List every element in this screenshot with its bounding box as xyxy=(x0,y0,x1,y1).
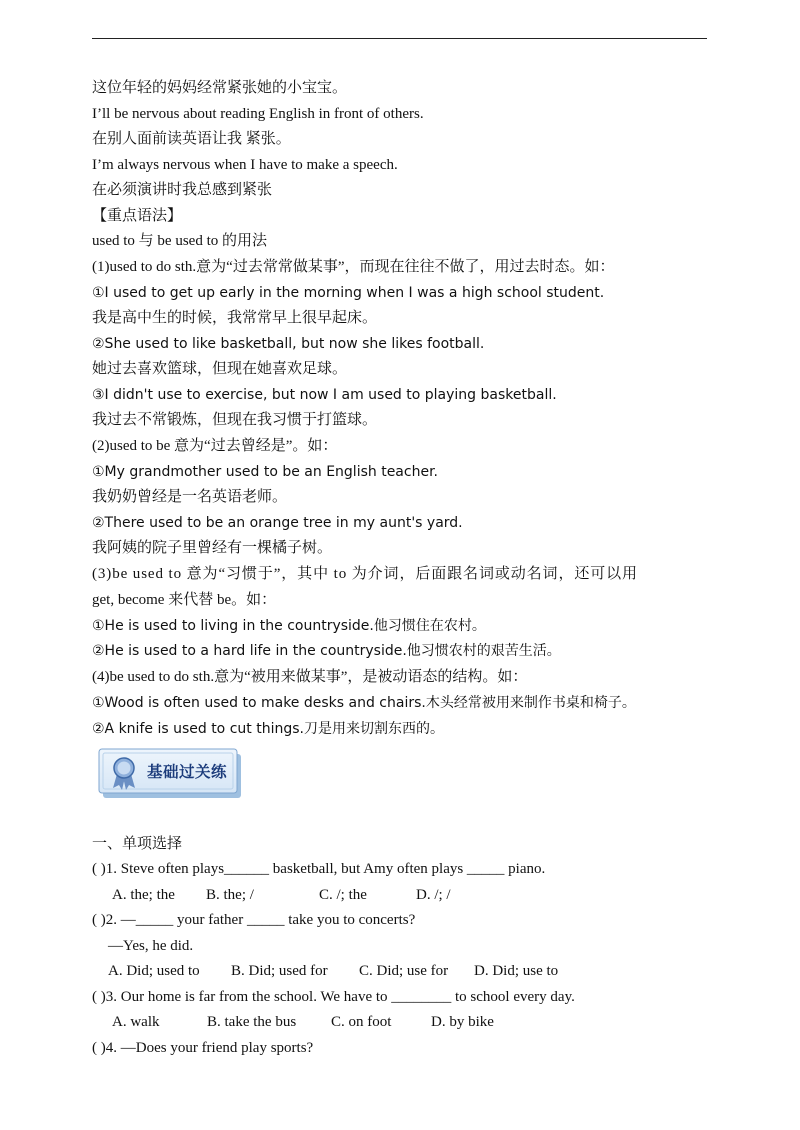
question-1-stem: ( )1. Steve often plays______ basketball, but Amy often plays _____ piano. xyxy=(92,861,546,877)
text-line: I’ll be nervous about reading English in front of others. xyxy=(92,106,424,122)
example-translation: 我奶奶曾经是一名英语老师。 xyxy=(92,489,288,505)
text-line: (2)used to be 意为“过去曾经是”。如： xyxy=(92,438,338,454)
option-d[interactable]: D. by bike xyxy=(431,1014,494,1030)
header-rule xyxy=(92,38,707,39)
option-b[interactable]: B. take the bus xyxy=(207,1014,297,1030)
text-line: (1)used to do sth.意为“过去常常做某事”，而现在往往不做了，用过去时态。如： xyxy=(92,259,615,275)
example-translation: 我是高中生的时候，我常常早上很早起床。 xyxy=(92,310,378,326)
option-d[interactable]: D. /; / xyxy=(416,887,451,903)
example-sentence: ①My grandmother used to be an English teacher. xyxy=(92,464,438,480)
text-line: 在必须演讲时我总感到紧张 xyxy=(92,182,273,198)
section-badge xyxy=(97,746,245,800)
option-c[interactable]: C. /; the xyxy=(319,887,367,903)
option-d[interactable]: D. Did; use to xyxy=(474,963,559,979)
text-line: 在别人面前读英语让我 紧张。 xyxy=(92,131,291,147)
example-sentence: ②She used to like basketball, but now she likes football. xyxy=(92,336,485,352)
option-c[interactable]: C. Did; use for xyxy=(359,963,449,979)
text-line: I’m always nervous when I have to make a speech. xyxy=(92,157,398,173)
badge-label: 基础过关练 xyxy=(147,763,228,781)
question-2-options xyxy=(108,961,558,981)
example-sentence: ①Wood is often used to make desks and chairs.木头经常被用来制作书桌和椅子。 xyxy=(92,695,636,711)
question-4-stem: ( )4. —Does your friend play sports? xyxy=(92,1040,314,1056)
option-a[interactable]: A. the; the xyxy=(112,887,175,903)
option-c[interactable]: C. on foot xyxy=(331,1014,392,1030)
exercise-section-title: 一、单项选择 xyxy=(92,836,183,852)
example-sentence: ①I used to get up early in the morning when I was a high school student. xyxy=(92,285,605,301)
example-sentence: ②He is used to a hard life in the countryside.他习惯农村的艰苦生活。 xyxy=(92,643,561,659)
example-sentence: ②There used to be an orange tree in my aunt's yard. xyxy=(92,515,463,531)
option-b[interactable]: B. the; / xyxy=(206,887,254,903)
option-a[interactable]: A. walk xyxy=(112,1014,160,1030)
example-translation: 她过去喜欢篮球，但现在她喜欢足球。 xyxy=(92,361,348,377)
question-2-stem: ( )2. —_____ your father _____ take you to concerts? xyxy=(92,912,416,928)
question-3-stem: ( )3. Our home is far from the school. We have to ________ to school every day. xyxy=(92,989,575,1005)
example-sentence: ②A knife is used to cut things.刀是用来切割东西的。 xyxy=(92,721,444,737)
example-translation: 我阿姨的院子里曾经有一棵橘子树。 xyxy=(92,540,333,556)
grammar-title: used to 与 be used to 的用法 xyxy=(92,233,267,249)
example-sentence: ③I didn't use to exercise, but now I am used to playing basketball. xyxy=(92,387,557,403)
text-line: (3)be used to 意为“习惯于”，其中 to 为介词，后面跟名词或动名词，还可以用 xyxy=(92,566,638,582)
section-heading: 【重点语法】 xyxy=(92,208,183,224)
question-3-options xyxy=(112,1012,494,1032)
question-2-reply: —Yes, he did. xyxy=(108,938,194,954)
example-translation: 我过去不常锻炼，但现在我习惯于打篮球。 xyxy=(92,412,378,428)
option-b[interactable]: B. Did; used for xyxy=(231,963,328,979)
question-1-options xyxy=(112,885,451,905)
option-a[interactable]: A. Did; used to xyxy=(108,963,200,979)
text-line: get, become 来代替 be。如： xyxy=(92,592,277,608)
text-line: 这位年轻的妈妈经常紧张她的小宝宝。 xyxy=(92,80,348,96)
example-sentence: ①He is used to living in the countryside.他习惯住在农村。 xyxy=(92,618,486,634)
text-line: (4)be used to do sth.意为“被用来做某事”，是被动语态的结构。如： xyxy=(92,669,528,685)
